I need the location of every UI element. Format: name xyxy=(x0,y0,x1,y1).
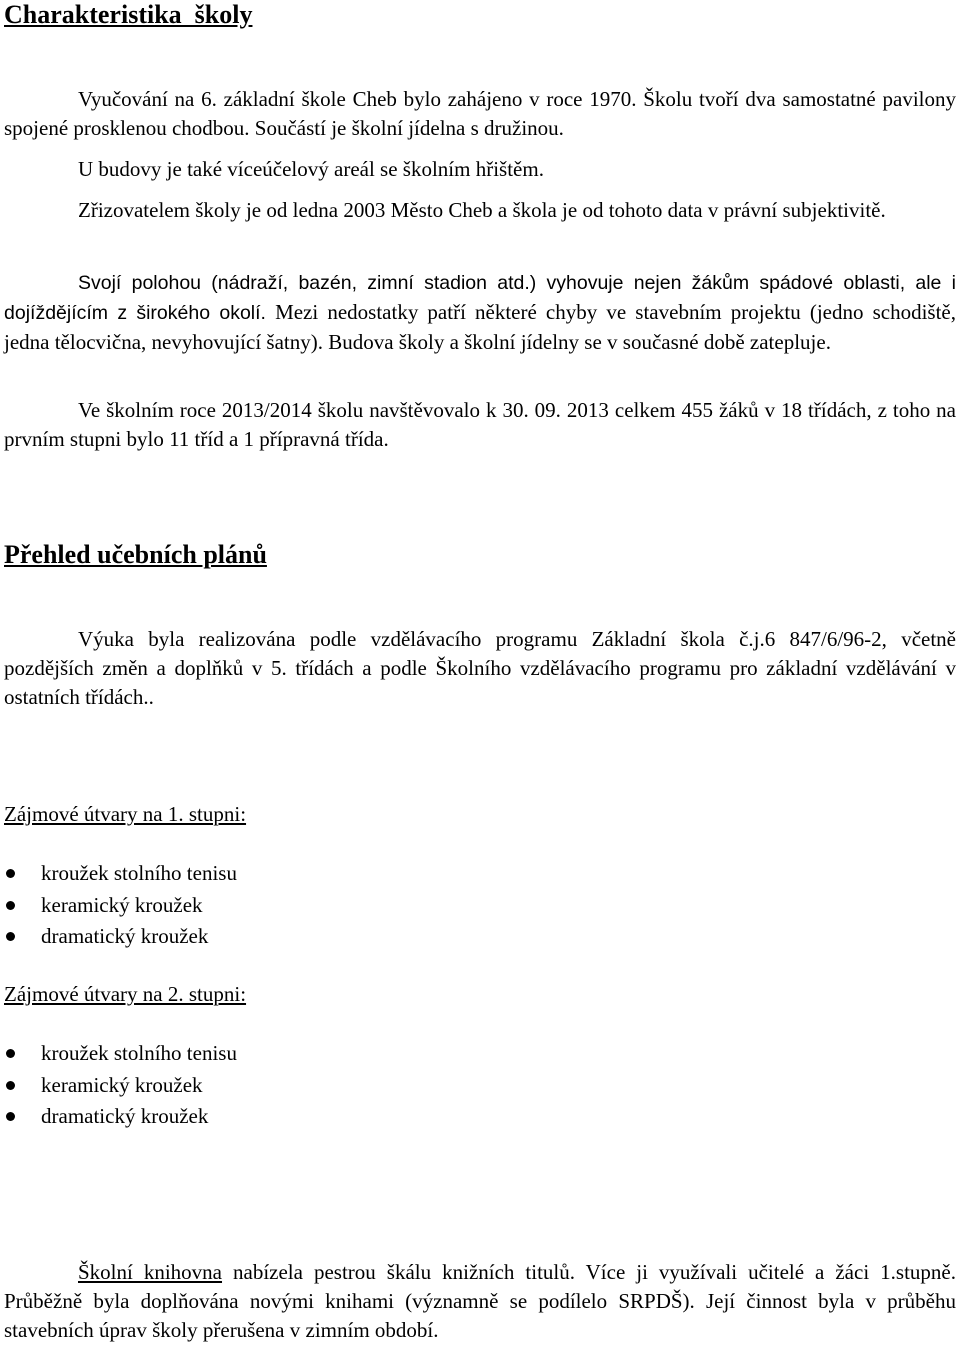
activities-stage1-heading: Zájmové útvary na 1. stupni: xyxy=(4,802,247,826)
list-item xyxy=(0,1038,237,1070)
enrollment-paragraph: Ve školním roce 2013/2014 školu navštěvovalo k 30. 09. 2013 celkem 455 žáků v 18 třídách, z toho na prvním stupni bylo 11 tříd a 1 přípravná třída. xyxy=(4,398,956,451)
list-item xyxy=(0,1070,237,1102)
list-item-label: dramatický kroužek xyxy=(41,1104,209,1128)
library-label: Školní knihovna xyxy=(78,1260,223,1284)
grounds-paragraph: U budovy je také víceúčelový areál se školním hřištěm. xyxy=(78,157,544,181)
curriculum-heading: Přehled učebních plánů xyxy=(4,540,267,569)
activities-stage2-heading: Zájmové útvary na 2. stupni: xyxy=(4,982,247,1006)
school-characteristics-body xyxy=(4,85,956,143)
grounds-paragraph-block xyxy=(4,155,956,184)
bullet-icon xyxy=(6,1112,15,1121)
curriculum-paragraph: Výuka byla realizována podle vzdělávacího programu Základní škola č.j.6 847/6/96-2, včetně pozdějších změn a doplňků v 5. třídách a podle Školního vzdělávacího programu pro základní vzdělávání v ostatních třídách.. xyxy=(4,627,956,709)
activities-stage1-list xyxy=(0,858,237,953)
list-item-label: kroužek stolního tenisu xyxy=(41,861,237,885)
founder-paragraph: Zřizovatelem školy je od ledna 2003 Město Cheb a škola je od tohoto data v právní subjektivitě. xyxy=(78,198,886,222)
list-item-label: dramatický kroužek xyxy=(41,924,209,948)
school-characteristics-heading: Charakteristika školy xyxy=(4,0,253,29)
list-item xyxy=(0,921,237,953)
bullet-icon xyxy=(6,932,15,941)
shortcomings-text: Mezi nedostatky patří některé chyby ve stavebním projektu (jedno schodiště, jedna tělocvična, nevyhovující šatny). Budova školy a školní jídelny se v současné době zatepluje. xyxy=(4,300,956,354)
bullet-icon xyxy=(6,1081,15,1090)
location-paragraph xyxy=(4,268,956,357)
library-text: nabízela pestrou škálu knižních titulů. Více ji využívali učitelé a žáci 1.stupně. Průběžně byla doplňována novými knihami (významně se podílelo SRPDŠ). Její činnost byla v průběhu stavebních úprav školy přerušena v zimním období. xyxy=(4,1260,956,1342)
bullet-icon xyxy=(6,901,15,910)
location-text: Svojí polohou (nádraží, bazén, zimní stadion atd.) vyhovuje nejen žákům spádové oblasti, ale i dojíždějícím z širokého okolí. xyxy=(4,272,956,324)
founder-paragraph-block xyxy=(4,196,956,225)
list-item xyxy=(0,1101,237,1133)
list-item xyxy=(0,858,237,890)
enrollment-paragraph-block xyxy=(4,396,956,454)
bullet-icon xyxy=(6,1049,15,1058)
list-item-label: keramický kroužek xyxy=(41,892,203,917)
bullet-icon xyxy=(6,869,15,878)
list-item-label: kroužek stolního tenisu xyxy=(41,1041,237,1065)
activities-stage2-list xyxy=(0,1038,237,1133)
library-paragraph xyxy=(4,1258,956,1345)
library-paragraph-block xyxy=(4,1258,956,1345)
intro-paragraph: Vyučování na 6. základní škole Cheb bylo zahájeno v roce 1970. Školu tvoří dva samostatné pavilony spojené prosklenou chodbou. Součástí je školní jídelna s družinou. xyxy=(4,87,956,140)
list-item xyxy=(0,890,237,922)
location-paragraph-block xyxy=(4,268,956,357)
curriculum-paragraph-block xyxy=(4,625,956,712)
list-item-label: keramický kroužek xyxy=(41,1072,203,1097)
